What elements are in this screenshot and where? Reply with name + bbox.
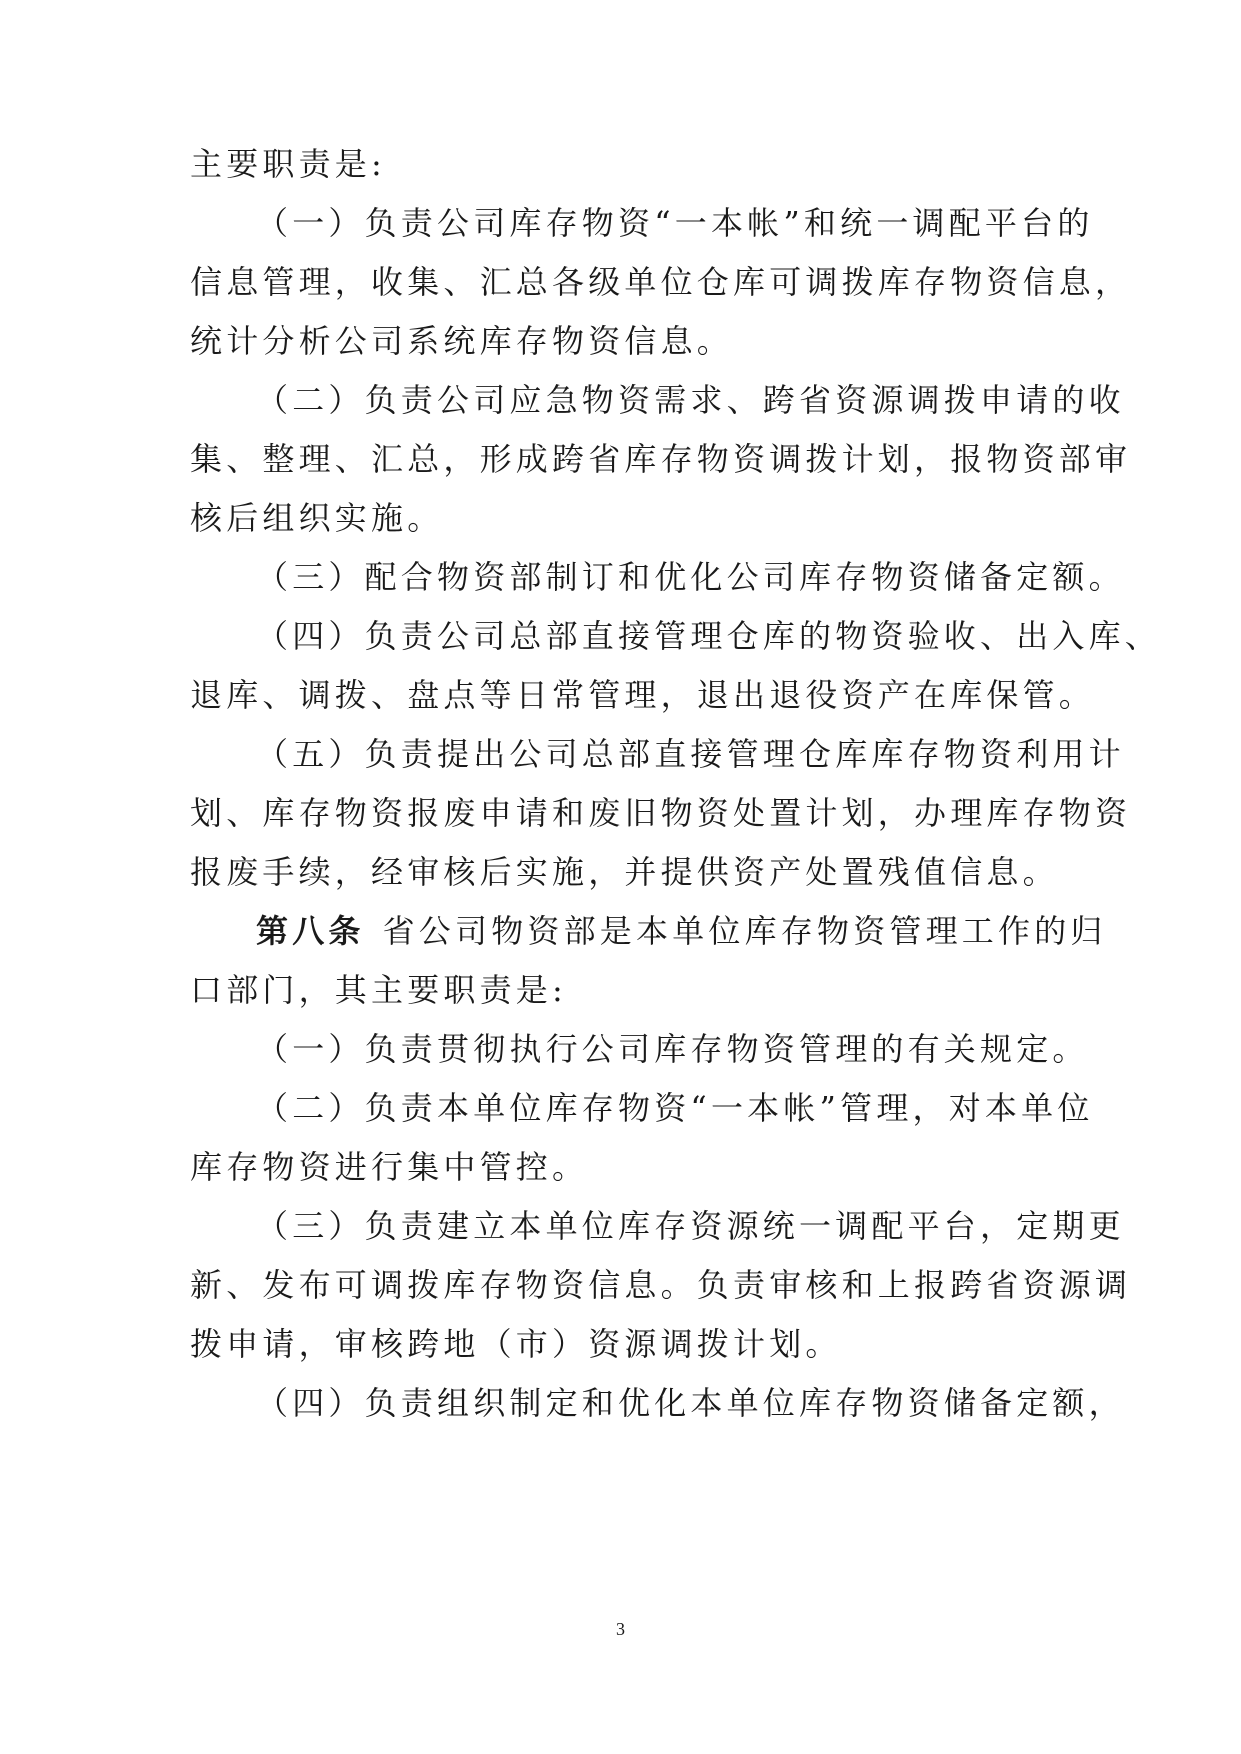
text-line: （四）负责组织制定和优化本单位库存物资储备定额， (256, 1384, 1125, 1422)
text-line: 统计分析公司系统库存物资信息。 (190, 322, 734, 360)
text-line: （四）负责公司总部直接管理仓库的物资验收、出入库、 (256, 617, 1162, 655)
text-line: 划、库存物资报废申请和废旧物资处置计划，办理库存物资 (190, 794, 1132, 832)
text-line: 信息管理，收集、汇总各级单位仓库可调拨库存物资信息， (190, 263, 1132, 301)
text-line: 口部门，其主要职责是: (190, 971, 567, 1009)
text-line: 拨申请，审核跨地（市）资源调拨计划。 (190, 1325, 842, 1363)
text-line: （二）负责本单位库存物资“一本帐”管理，对本单位 (256, 1089, 1094, 1127)
text-line: 退库、调拨、盘点等日常管理，退出退役资产在库保管。 (190, 676, 1096, 714)
text-line: 新、发布可调拨库存物资信息。负责审核和上报跨省资源调 (190, 1266, 1132, 1304)
text-line: （五）负责提出公司总部直接管理仓库库存物资利用计 (256, 735, 1125, 773)
article-text: 省公司物资部是本单位库存物资管理工作的归 (382, 912, 1107, 950)
text-line: （三）负责建立本单位库存资源统一调配平台，定期更 (256, 1207, 1125, 1245)
text-line: （二）负责公司应急物资需求、跨省资源调拨申请的收 (256, 381, 1125, 419)
text-line: 报废手续，经审核后实施，并提供资产处置残值信息。 (190, 853, 1059, 891)
text-line: （三）配合物资部制订和优化公司库存物资储备定额。 (256, 558, 1125, 596)
text-line: 集、整理、汇总，形成跨省库存物资调拨计划，报物资部审 (190, 440, 1132, 478)
article-line (256, 911, 1107, 951)
text-line: （一）负责公司库存物资“一本帐”和统一调配平台的 (256, 204, 1094, 242)
text-line: 核后组织实施。 (190, 499, 444, 537)
page-number: 3 (616, 1619, 625, 1639)
article-heading: 第八条 (256, 912, 365, 950)
text-line: 主要职责是: (190, 145, 386, 183)
text-line: （一）负责贯彻执行公司库存物资管理的有关规定。 (256, 1030, 1089, 1068)
text-line: 库存物资进行集中管控。 (190, 1148, 589, 1186)
